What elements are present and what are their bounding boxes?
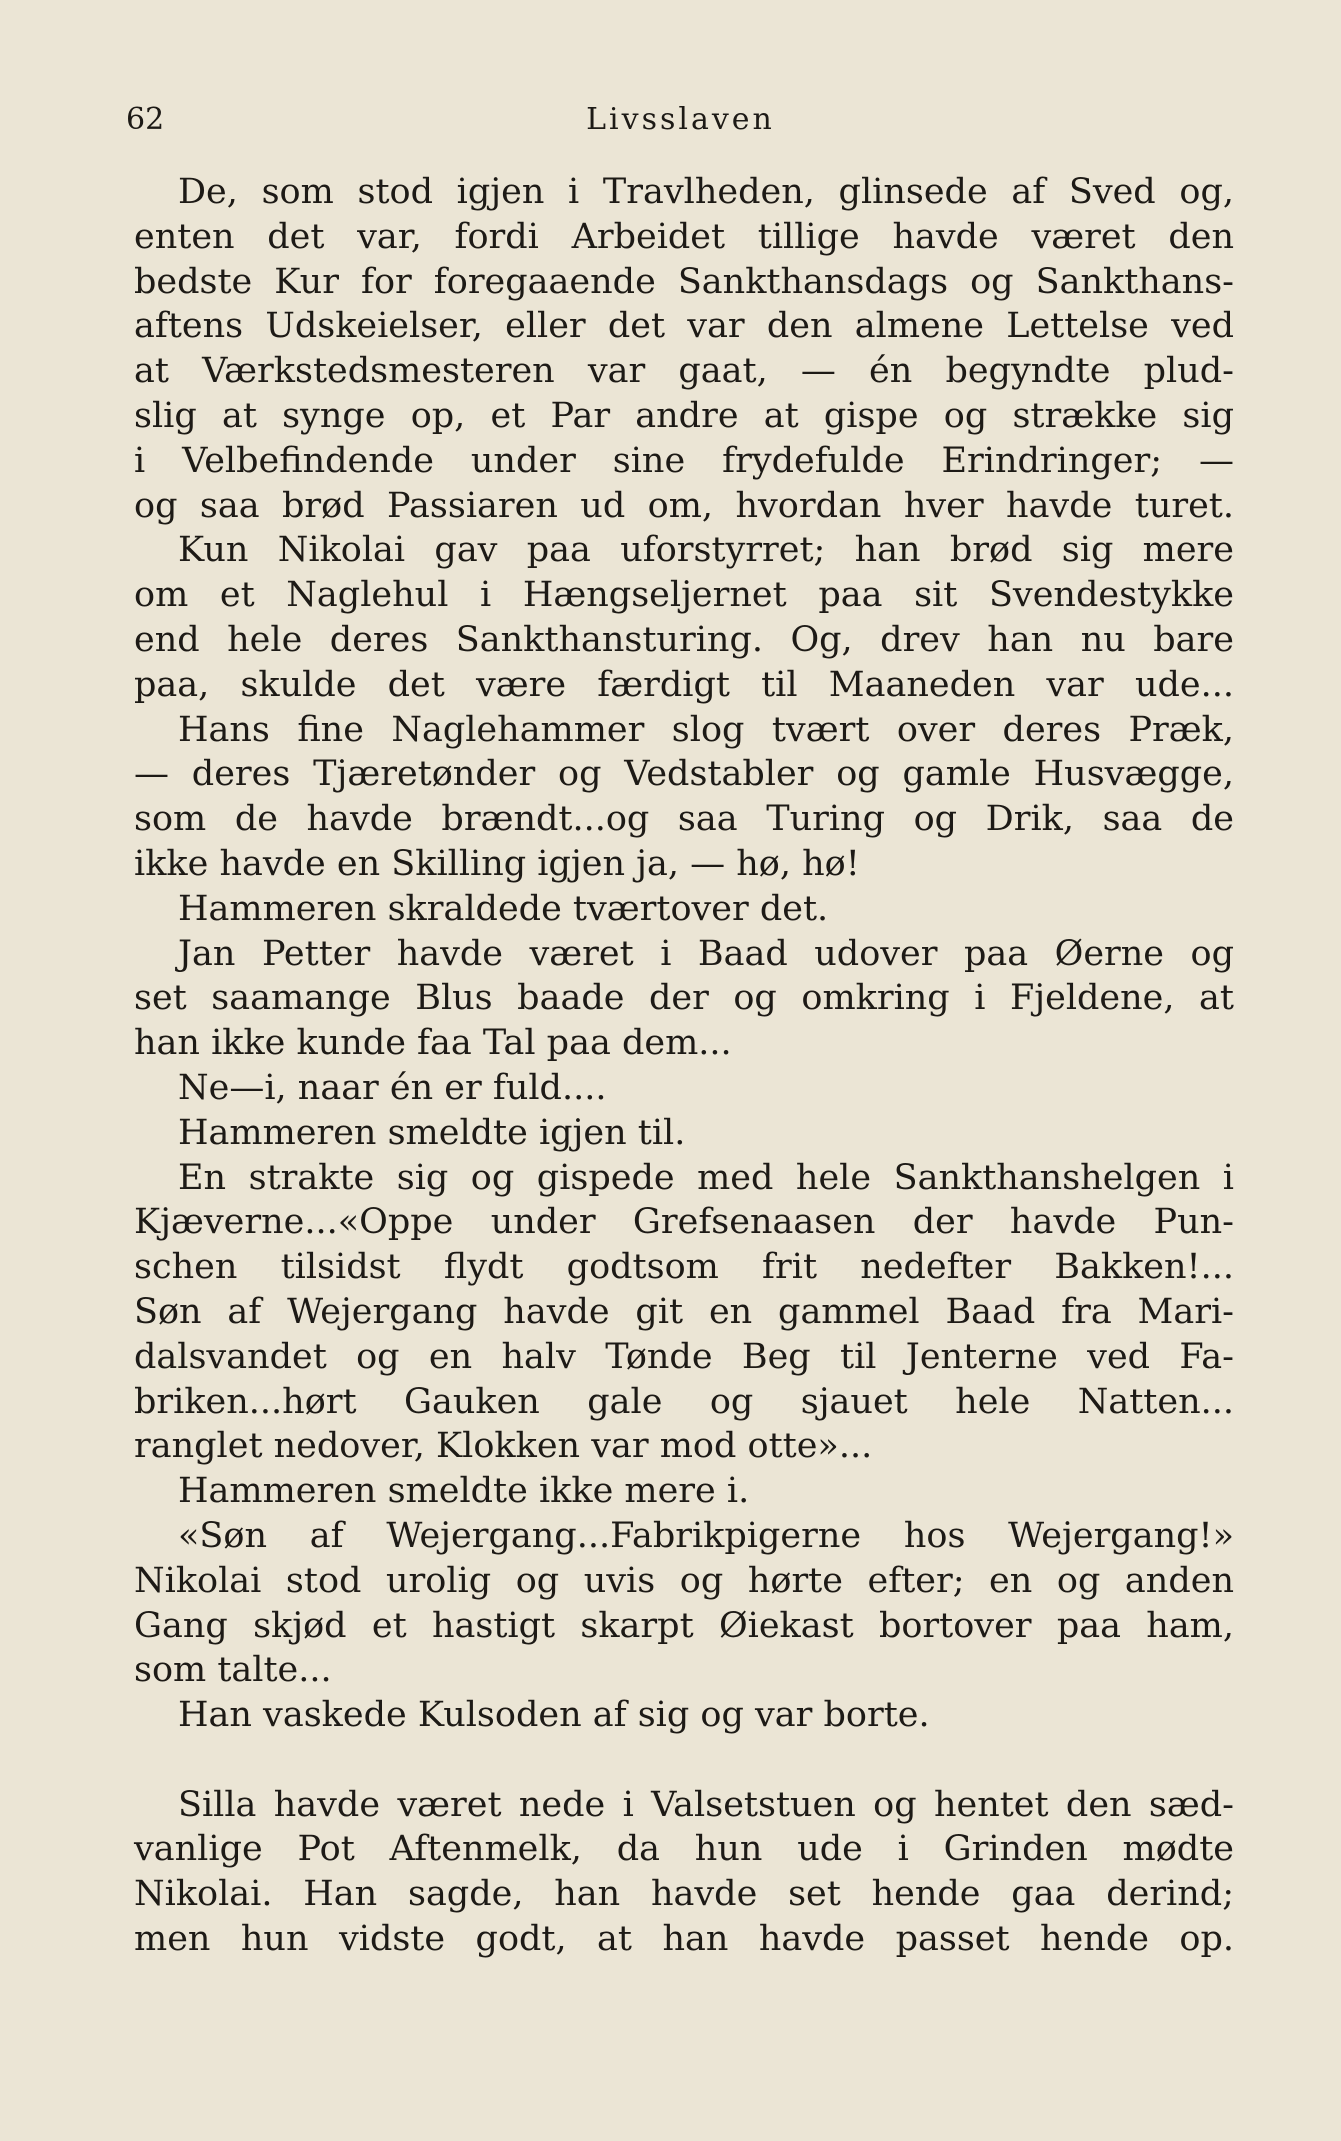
page-header <box>126 98 1235 146</box>
running-title: Livsslaven <box>586 102 775 137</box>
text-line: Hammeren skraldede tværtover det. <box>178 888 829 929</box>
text-line: ranglet nedover, Klokken var mod otte»... <box>134 1426 873 1467</box>
text-line: De, som stod igjen i Travlheden, glinsede af Sved og, <box>178 172 1234 212</box>
text-line: set saamange Blus baade der og omkring i Fjeldene, at <box>134 978 1234 1019</box>
text-line: slig at synge op, et Par andre at gispe og strække sig <box>134 395 1234 436</box>
text-line: Han vaskede Kulsoden af sig og var borte. <box>178 1695 930 1736</box>
text-line: enten det var, fordi Arbeidet tillige havde været den <box>134 216 1234 257</box>
paragraph-gap <box>134 1738 1234 1783</box>
text-line: som talte... <box>134 1650 332 1691</box>
text-line: Ne—i, naar én er fuld.... <box>178 1067 607 1108</box>
text-line: vanlige Pot Aftenmelk, da hun ude i Grinden mødte <box>134 1829 1234 1870</box>
text-line: Nikolai stod urolig og uvis og hørte efter; en og anden <box>134 1560 1234 1601</box>
text-line: Gang skjød et hastigt skarpt Øiekast bortover paa ham, <box>134 1605 1234 1646</box>
text-line: Hans fine Naglehammer slog tvært over deres Præk, <box>178 709 1234 750</box>
text-line: aftens Udskeielser, eller det var den almene Lettelse ved <box>134 306 1234 347</box>
text-line: Søn af Wejergang havde git en gammel Baad fra Mari- <box>134 1291 1234 1332</box>
text-line: at Værkstedsmesteren var gaat, — én begyndte plud- <box>134 351 1234 392</box>
text-line: «Søn af Wejergang...Fabrikpigerne hos Wejergang!» <box>178 1515 1234 1556</box>
text-line: som de havde brændt...og saa Turing og Drik, saa de <box>134 799 1234 840</box>
text-line: paa, skulde det være færdigt til Maaneden var ude... <box>134 664 1234 705</box>
text-line: om et Naglehul i Hængseljernet paa sit Svendestykke <box>134 575 1234 616</box>
text-line: og saa brød Passiaren ud om, hvordan hver havde turet. <box>134 485 1234 526</box>
text-line: end hele deres Sankthansturing. Og, drev han nu bare <box>134 619 1234 660</box>
text-line: Silla havde været nede i Valsetstuen og hentet den sæd- <box>178 1784 1234 1825</box>
page-number: 62 <box>126 102 165 137</box>
text-line: Hammeren smeldte ikke mere i. <box>178 1471 750 1512</box>
text-line: — deres Tjæretønder og Vedstabler og gamle Husvægge, <box>134 754 1234 795</box>
text-line: i Velbefindende under sine frydefulde Erindringer; — <box>134 440 1234 481</box>
text-line: Kjæverne...«Oppe under Grefsenaasen der havde Pun- <box>134 1202 1234 1243</box>
text-line: dalsvandet og en halv Tønde Beg til Jenterne ved Fa- <box>134 1336 1234 1377</box>
text-line: ikke havde en Skilling igjen ja, — hø, hø! <box>134 843 860 884</box>
body-text <box>134 170 1234 1962</box>
text-line: schen tilsidst flydt godtsom frit nedefter Bakken!... <box>134 1247 1234 1288</box>
text-line: Hammeren smeldte igjen til. <box>178 1112 686 1153</box>
text-line: bedste Kur for foregaaende Sankthansdags og Sankthans- <box>134 261 1234 302</box>
text-line: briken...hørt Gauken gale og sjauet hele Natten... <box>134 1381 1234 1422</box>
text-line: Nikolai. Han sagde, han havde set hende gaa derind; <box>134 1874 1234 1915</box>
text-line: men hun vidste godt, at han havde passet hende op. <box>134 1919 1234 1960</box>
text-line: Jan Petter havde været i Baad udover paa Øerne og <box>178 933 1234 974</box>
text-line: En strakte sig og gispede med hele Sankthanshelgen i <box>178 1157 1234 1198</box>
text-line: Kun Nikolai gav paa uforstyrret; han brød sig mere <box>178 530 1234 571</box>
text-line: han ikke kunde faa Tal paa dem... <box>134 1023 732 1064</box>
